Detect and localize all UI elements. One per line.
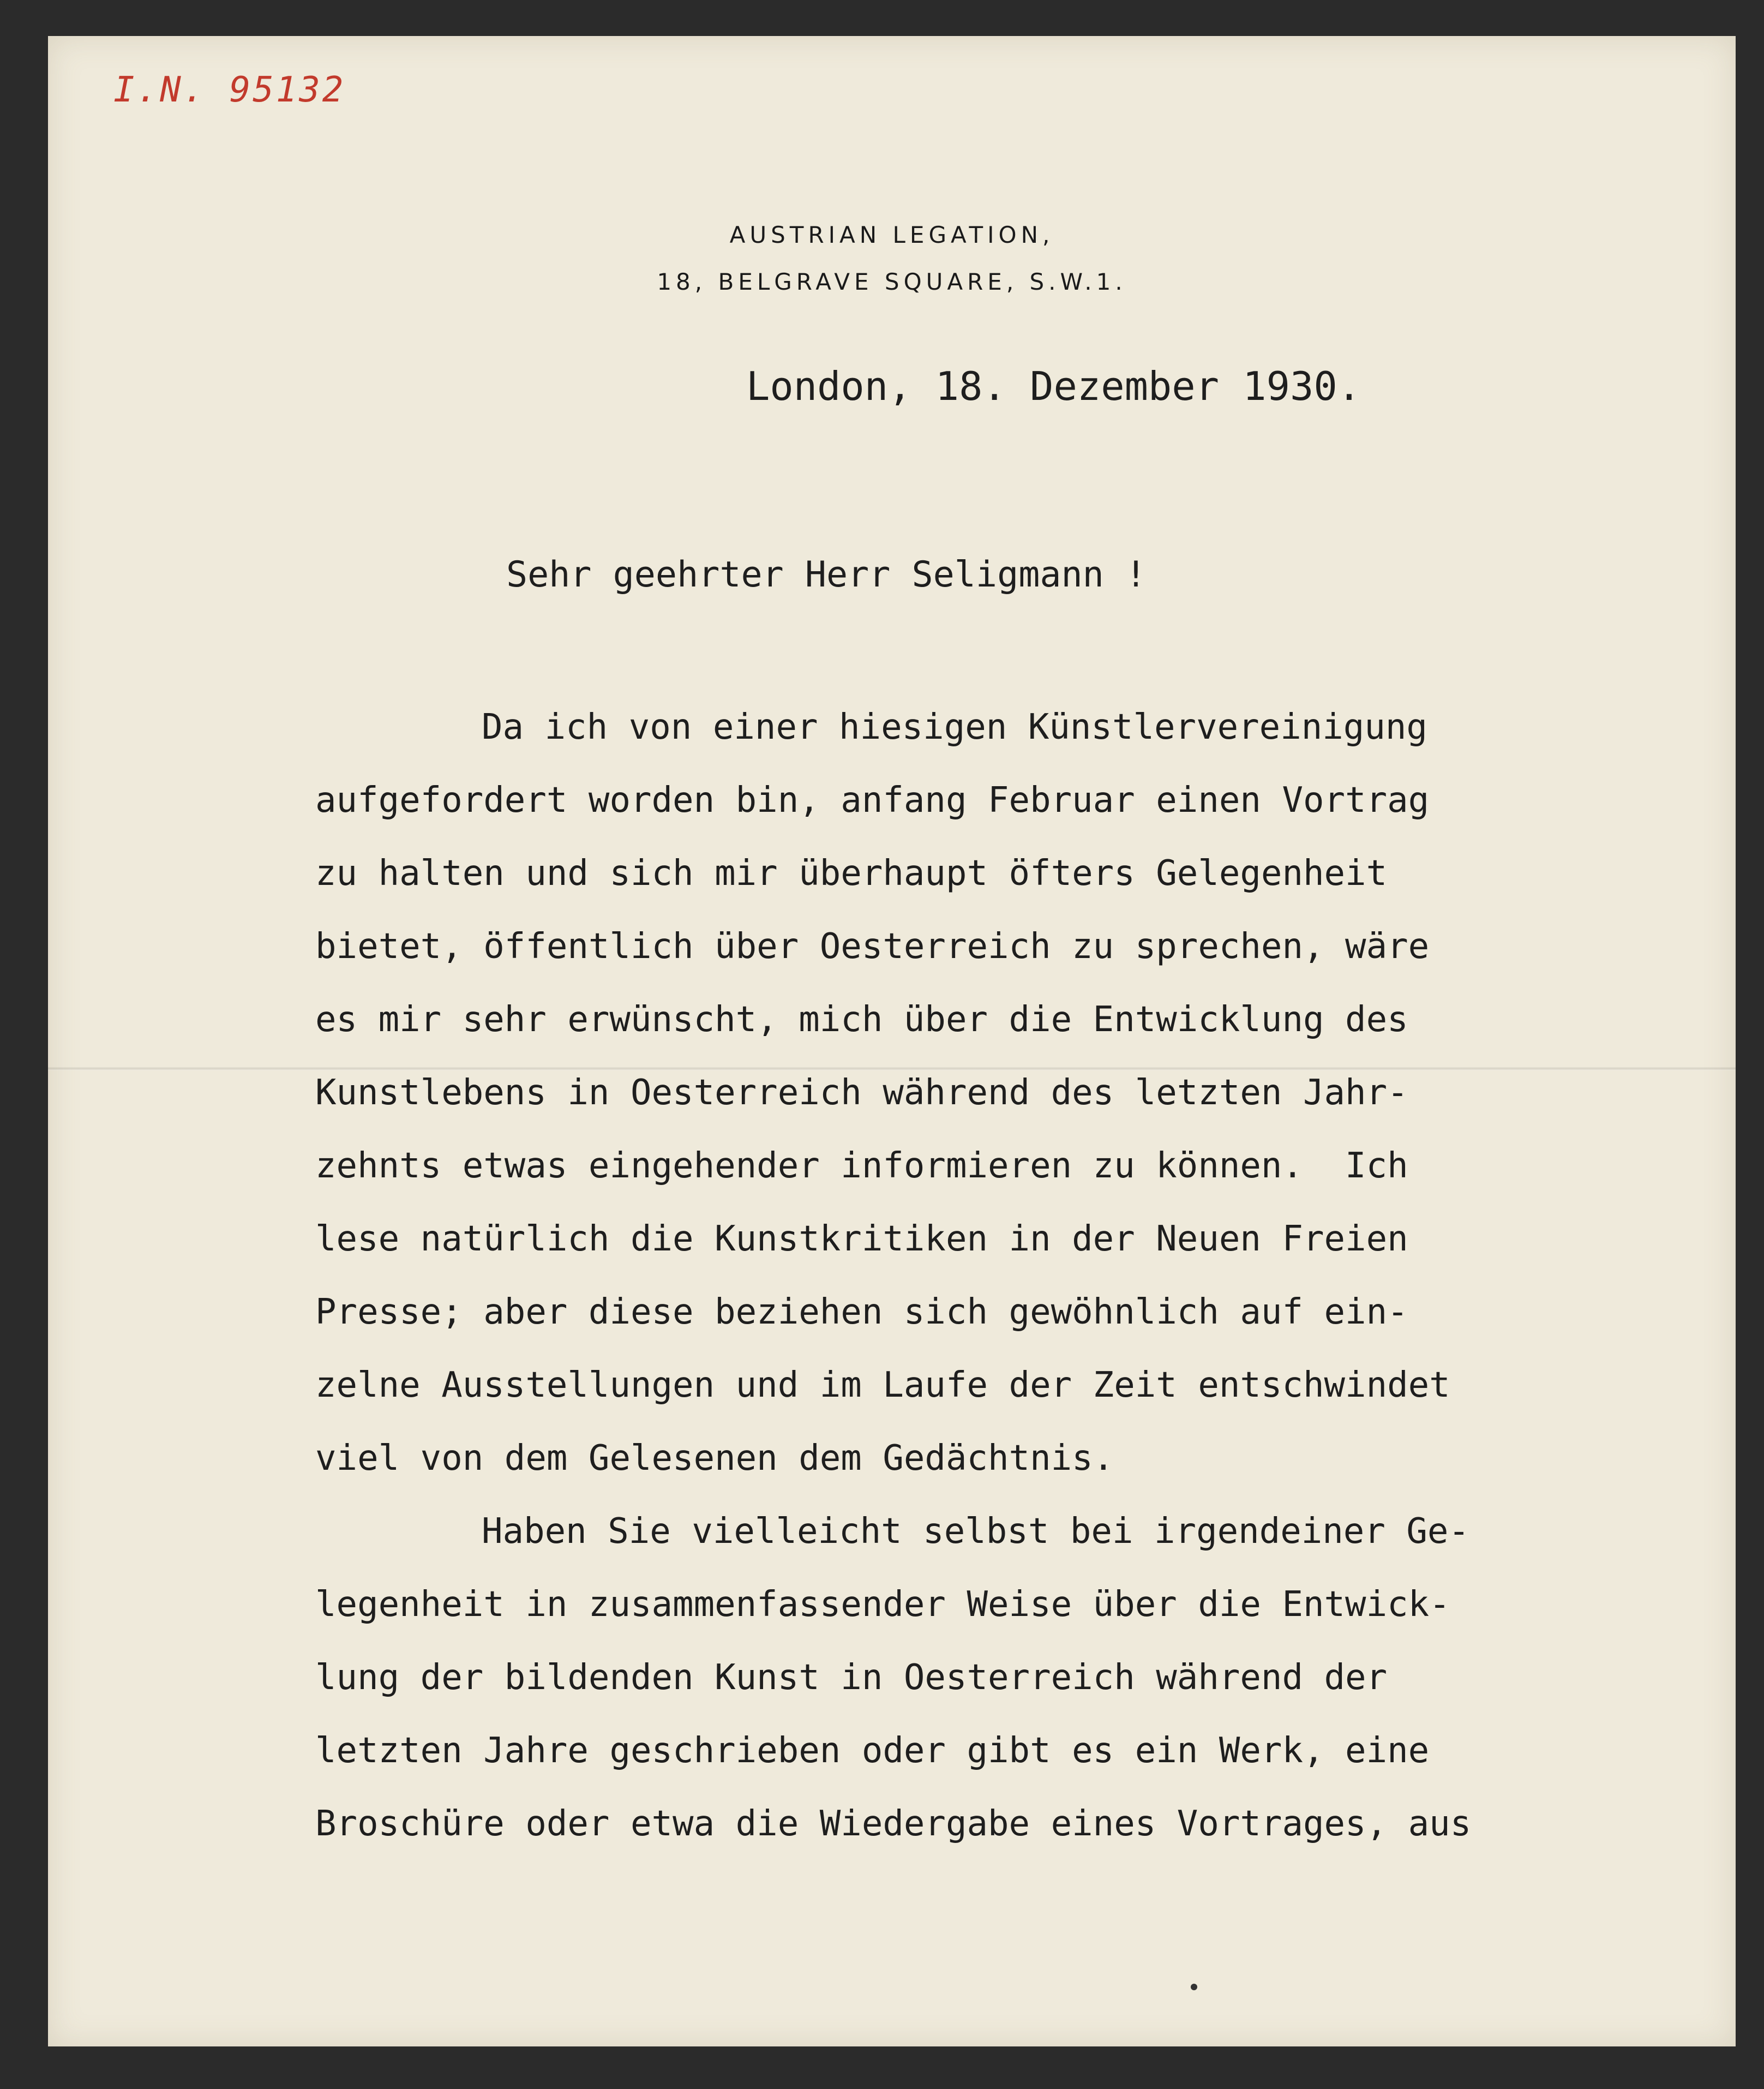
letterhead-line-1: AUSTRIAN LEGATION, bbox=[729, 222, 1054, 248]
body-line: letzten Jahre geschrieben oder gibt es ein Werk, eine bbox=[315, 1731, 1430, 1771]
inventory-number: I.N. 95132 bbox=[113, 70, 346, 110]
body-line: legenheit in zusammenfassender Weise über die Entwick- bbox=[315, 1584, 1450, 1625]
body-line: es mir sehr erwünscht, mich über die Entwicklung des bbox=[315, 999, 1408, 1040]
letter-body bbox=[315, 691, 1712, 1860]
body-line: zelne Ausstellungen und im Laufe der Zeit entschwindet bbox=[315, 1365, 1450, 1405]
body-line: lese natürlich die Kunstkritiken in der Neuen Freien bbox=[315, 1219, 1408, 1259]
body-line: aufgefordert worden bin, anfang Februar einen Vortrag bbox=[315, 780, 1430, 821]
body-line: viel von dem Gelesenen dem Gedächtnis. bbox=[315, 1438, 1114, 1479]
body-line: Broschüre oder etwa die Wiedergabe eines Vortrages, aus bbox=[315, 1804, 1472, 1844]
salutation: Sehr geehrter Herr Seligmann ! bbox=[506, 554, 1147, 595]
body-line: Da ich von einer hiesigen Künstlervereinigung bbox=[482, 707, 1427, 747]
body-line: zu halten und sich mir überhaupt öfters Gelegenheit bbox=[315, 853, 1388, 894]
letterhead-line-2: 18, BELGRAVE SQUARE, S.W.1. bbox=[657, 268, 1127, 295]
body-line: bietet, öffentlich über Oesterreich zu sprechen, wäre bbox=[315, 926, 1430, 967]
letterhead bbox=[48, 212, 1736, 306]
body-line: Haben Sie vielleicht selbst bei irgendeiner Ge- bbox=[482, 1511, 1469, 1552]
body-line: Presse; aber diese beziehen sich gewöhnlich auf ein- bbox=[315, 1292, 1408, 1332]
ink-dot bbox=[1191, 1984, 1197, 1990]
letter-date: London, 18. Dezember 1930. bbox=[746, 363, 1361, 409]
letter-sheet bbox=[48, 36, 1736, 2046]
body-line: zehnts etwas eingehender informieren zu können. Ich bbox=[315, 1146, 1408, 1186]
body-line: lung der bildenden Kunst in Oesterreich während der bbox=[315, 1657, 1388, 1698]
body-line: Kunstlebens in Oesterreich während des letzten Jahr- bbox=[315, 1073, 1408, 1113]
